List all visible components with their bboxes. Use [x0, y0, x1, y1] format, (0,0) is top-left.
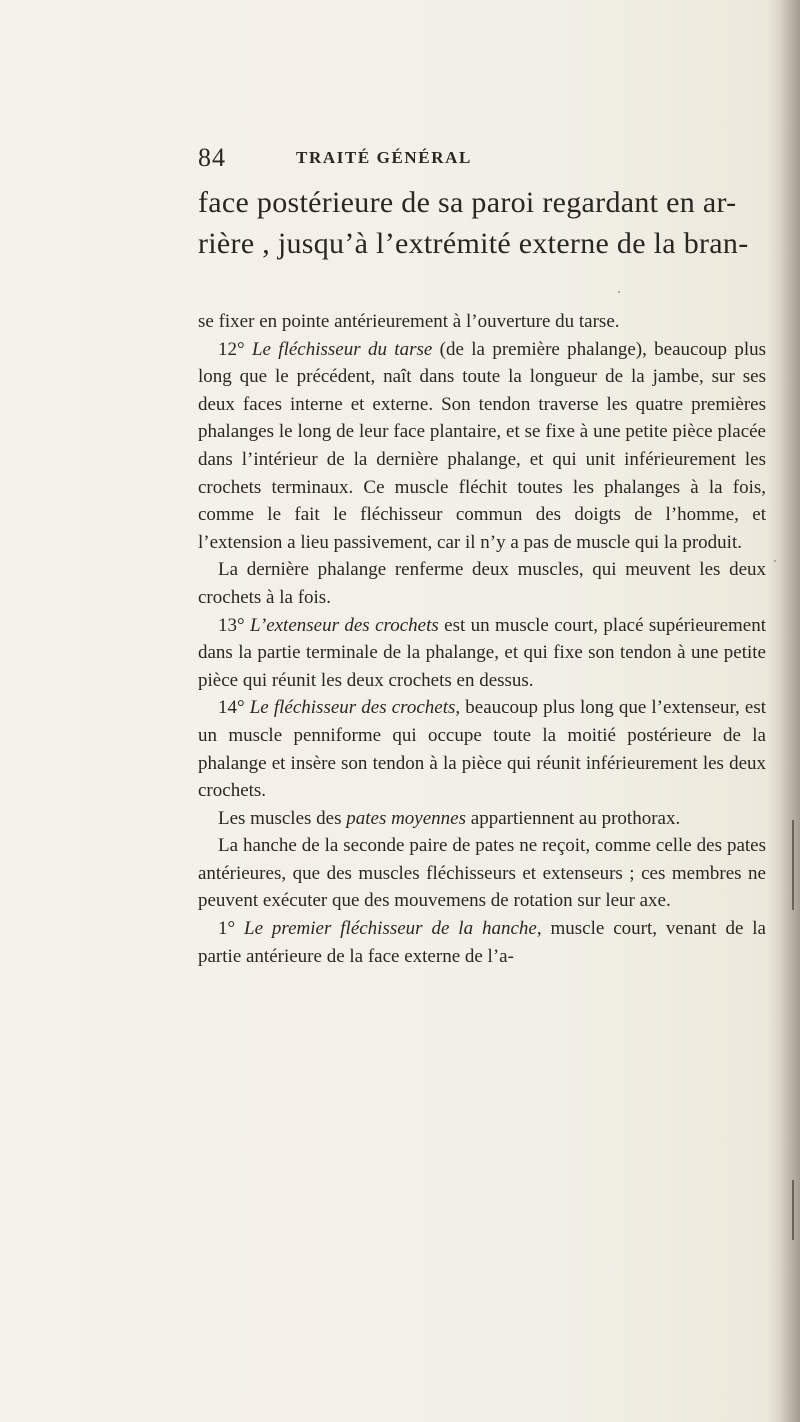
page-gutter-shadow	[766, 0, 800, 1422]
paragraph-fixer: se fixer en pointe antérieurement à l’ouverture du tarse.	[198, 311, 620, 332]
body-text	[198, 308, 766, 970]
running-head: TRAITÉ GÉNÉRAL	[296, 148, 472, 167]
term: pates moyennes	[346, 807, 467, 829]
margin-mark	[792, 1180, 794, 1240]
muscle-name: Le fléchisseur du tarse	[251, 338, 433, 360]
margin-mark	[792, 820, 794, 910]
paper-speck	[774, 560, 776, 562]
muscle-name: Le premier fléchisseur de la hanche	[244, 918, 537, 940]
paragraph-12: 12° Le fléchisseur du tarse (de la première phalange), beaucoup plus long que le précédent, naît dans toute la longueur de la jambe, sur ses deux faces interne et externe. Son tendon traverse les quatre premières phalanges le long de leur face plantaire, et se fixe à une petite pièce placée dans l’intérieur de la dernière phalange, et qui unit inférieurement les crochets terminaux. Ce muscle fléchit toutes les phalanges à la fois, comme le fait le fléchisseur commun des doigts de l’homme, et l’extension a lieu passivement, car il n’y a pas de muscle qui la produit.	[198, 338, 766, 553]
paragraph-pates-moyennes: Les muscles des pates moyennes appartiennent au prothorax.	[218, 807, 681, 829]
muscle-name: L’extenseur des crochets	[250, 614, 439, 636]
paragraph-derniere-phalange: La dernière phalange renferme deux muscles, qui meuvent les deux crochets à la fois.	[198, 559, 766, 608]
muscle-name: Le fléchisseur des crochets	[249, 697, 456, 719]
large-print-lines	[198, 182, 768, 264]
paragraph-1: 1° Le premier fléchisseur de la hanche, muscle court, venant de la partie antérieure de la face externe de l’a-	[198, 918, 766, 967]
paragraph-hanche: La hanche de la seconde paire de pates ne reçoit, comme celle des pates antérieures, que des muscles fléchisseurs et extenseurs ; ces membres ne peuvent exécuter que des mouvemens de rotation sur leur axe.	[198, 835, 766, 912]
page-number: 84	[198, 143, 226, 172]
paragraph-14: 14° Le fléchisseur des crochets, beaucoup plus long que l’extenseur, est un muscle penniforme qui occupe toute la moitié postérieure de la phalange et insère son tendon à la pièce qui réunit inférieurement les deux crochets.	[198, 697, 767, 802]
page-header	[198, 140, 578, 176]
paper-speck	[618, 291, 620, 293]
lead-line-1: face postérieure de sa paroi regardant en ar-	[198, 186, 737, 219]
paragraph-13: 13° L’extenseur des crochets est un muscle court, placé supérieurement dans la partie terminale de la phalange, et qui fixe son tendon à une petite pièce qui réunit les deux crochets en dessus.	[198, 614, 767, 691]
lead-line-2: rière , jusqu’à l’extrémité externe de la bran-	[198, 227, 749, 260]
